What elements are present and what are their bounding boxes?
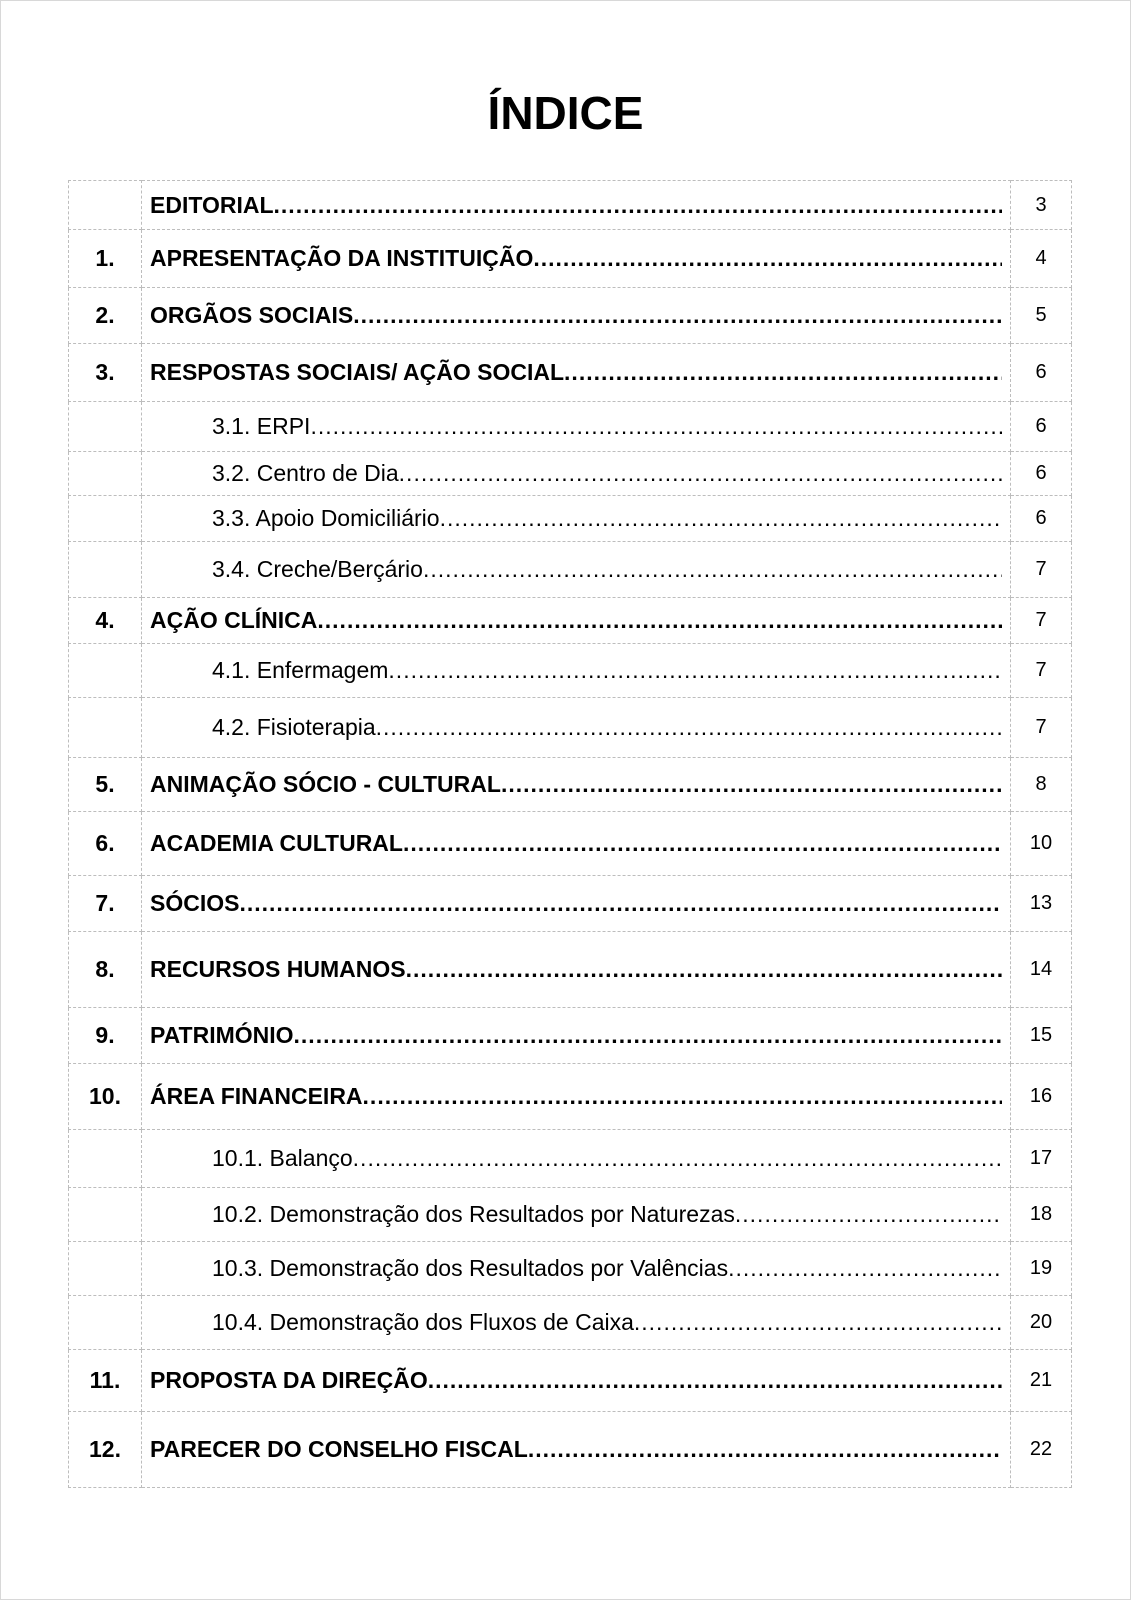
toc-entry-label: ÁREA FINANCEIRA <box>150 1083 363 1109</box>
dot-leader <box>403 830 1002 857</box>
toc-entry <box>212 1201 1002 1228</box>
toc-entry-label: ACADEMIA CULTURAL <box>150 830 403 856</box>
toc-number: 9. <box>69 1008 142 1064</box>
toc-row <box>69 1242 1072 1296</box>
toc-title-cell <box>142 1350 1011 1412</box>
toc-page-number: 6 <box>1011 344 1072 402</box>
toc-page-number: 16 <box>1011 1064 1072 1130</box>
toc-number: 12. <box>69 1412 142 1488</box>
dot-leader <box>294 1022 1002 1049</box>
dot-leader <box>533 245 1002 272</box>
toc-entry-label: ORGÃOS SOCIAIS <box>150 302 354 328</box>
toc-entry-label: 3.3. Apoio Domiciliário <box>212 505 440 531</box>
table-of-contents <box>68 180 1072 1488</box>
dot-leader <box>728 1255 1002 1282</box>
dot-leader <box>239 890 1002 917</box>
toc-entry-label: 3.4. Creche/Berçário <box>212 556 423 582</box>
toc-entry-label: RECURSOS HUMANOS <box>150 956 406 982</box>
toc-entry-label: PARECER DO CONSELHO FISCAL <box>150 1436 528 1462</box>
toc-page-number: 3 <box>1011 181 1072 230</box>
dot-leader <box>735 1201 1002 1228</box>
toc-number <box>69 542 142 598</box>
toc-entry-label: 4.2. Fisioterapia <box>212 714 376 740</box>
toc-page-number: 15 <box>1011 1008 1072 1064</box>
toc-number <box>69 181 142 230</box>
toc-entry <box>150 192 1002 219</box>
toc-page-number: 20 <box>1011 1296 1072 1350</box>
dot-leader <box>353 302 1002 329</box>
toc-entry <box>150 1436 1002 1463</box>
dot-leader <box>310 413 1002 440</box>
toc-title-cell <box>142 698 1011 758</box>
toc-page-number: 18 <box>1011 1188 1072 1242</box>
toc-row <box>69 758 1072 812</box>
toc-row <box>69 452 1072 496</box>
toc-entry <box>212 413 1002 440</box>
toc-body <box>69 181 1072 1488</box>
toc-number: 10. <box>69 1064 142 1130</box>
toc-entry <box>212 505 1002 532</box>
toc-number: 11. <box>69 1350 142 1412</box>
toc-entry <box>212 1255 1002 1282</box>
toc-row <box>69 181 1072 230</box>
toc-number: 3. <box>69 344 142 402</box>
toc-title-cell <box>142 1008 1011 1064</box>
toc-entry <box>150 1022 1002 1049</box>
toc-entry <box>150 771 1002 798</box>
toc-title-cell <box>142 1188 1011 1242</box>
toc-row <box>69 644 1072 698</box>
toc-entry <box>212 1309 1002 1336</box>
toc-number: 7. <box>69 876 142 932</box>
toc-row <box>69 932 1072 1008</box>
toc-title-cell <box>142 288 1011 344</box>
toc-entry <box>150 607 1002 634</box>
toc-entry-label: 3.1. ERPI <box>212 413 311 439</box>
toc-entry <box>150 890 1002 917</box>
toc-number: 2. <box>69 288 142 344</box>
toc-entry-label: EDITORIAL <box>150 191 274 218</box>
toc-number: 5. <box>69 758 142 812</box>
toc-entry <box>212 714 1002 741</box>
toc-page-number: 5 <box>1011 288 1072 344</box>
dot-leader <box>440 505 1002 532</box>
toc-row <box>69 402 1072 452</box>
toc-number <box>69 1188 142 1242</box>
toc-page-number: 4 <box>1011 230 1072 288</box>
toc-title-cell <box>142 1412 1011 1488</box>
dot-leader <box>423 556 1002 583</box>
toc-title-cell <box>142 598 1011 644</box>
toc-page-number: 6 <box>1011 452 1072 496</box>
toc-entry-label: RESPOSTAS SOCIAIS/ AÇÃO SOCIAL <box>150 359 565 385</box>
toc-entry-label: AÇÃO CLÍNICA <box>150 607 318 633</box>
toc-page-number: 13 <box>1011 876 1072 932</box>
toc-title-cell <box>142 876 1011 932</box>
dot-leader <box>564 359 1002 386</box>
toc-number <box>69 698 142 758</box>
toc-entry <box>212 460 1002 487</box>
dot-leader <box>406 956 1002 983</box>
toc-title-cell <box>142 181 1011 230</box>
toc-title-cell <box>142 344 1011 402</box>
toc-row <box>69 1350 1072 1412</box>
toc-title-cell <box>142 452 1011 496</box>
toc-page-number: 7 <box>1011 698 1072 758</box>
toc-page-number: 8 <box>1011 758 1072 812</box>
toc-entry <box>212 1145 1002 1172</box>
toc-title-cell <box>142 644 1011 698</box>
toc-entry-label: 10.1. Balanço <box>212 1145 353 1171</box>
toc-number <box>69 644 142 698</box>
toc-row <box>69 1064 1072 1130</box>
toc-row <box>69 876 1072 932</box>
toc-entry-label: 10.3. Demonstração dos Resultados por Valências <box>212 1255 729 1281</box>
dot-leader <box>376 714 1002 741</box>
toc-number <box>69 496 142 542</box>
toc-title-cell <box>142 402 1011 452</box>
dot-leader <box>399 460 1002 487</box>
toc-row <box>69 288 1072 344</box>
toc-number <box>69 1296 142 1350</box>
toc-page-number: 6 <box>1011 496 1072 542</box>
toc-title-cell <box>142 1064 1011 1130</box>
toc-page-number: 14 <box>1011 932 1072 1008</box>
toc-entry-label: SÓCIOS <box>150 890 240 916</box>
toc-row <box>69 812 1072 876</box>
dot-leader <box>353 1145 1002 1172</box>
dot-leader <box>363 1083 1002 1110</box>
toc-entry <box>150 1083 1002 1110</box>
dot-leader <box>388 657 1002 684</box>
dot-leader <box>274 192 1002 219</box>
toc-row <box>69 1130 1072 1188</box>
toc-row <box>69 1008 1072 1064</box>
toc-page-number: 7 <box>1011 644 1072 698</box>
dot-leader <box>501 771 1002 798</box>
toc-entry-label: 3.2. Centro de Dia <box>212 460 399 486</box>
toc-row <box>69 1188 1072 1242</box>
toc-page-number: 22 <box>1011 1412 1072 1488</box>
toc-number <box>69 1242 142 1296</box>
toc-title-cell <box>142 496 1011 542</box>
toc-page-number: 7 <box>1011 598 1072 644</box>
toc-title-cell <box>142 812 1011 876</box>
toc-number: 6. <box>69 812 142 876</box>
toc-page-number: 10 <box>1011 812 1072 876</box>
toc-title-cell <box>142 230 1011 288</box>
page-title: ÍNDICE <box>487 87 644 139</box>
toc-number <box>69 1130 142 1188</box>
toc-row <box>69 344 1072 402</box>
toc-row <box>69 1412 1072 1488</box>
toc-entry-label: APRESENTAÇÃO DA INSTITUIÇÃO <box>150 245 534 271</box>
dot-leader <box>634 1309 1002 1336</box>
toc-entry <box>212 657 1002 684</box>
toc-title-cell <box>142 758 1011 812</box>
toc-page-number: 19 <box>1011 1242 1072 1296</box>
toc-entry <box>150 1367 1002 1394</box>
toc-entry <box>150 830 1002 857</box>
toc-entry-label: PATRIMÓNIO <box>150 1022 294 1048</box>
toc-title-cell <box>142 932 1011 1008</box>
toc-title-cell <box>142 1242 1011 1296</box>
toc-number <box>69 402 142 452</box>
toc-row <box>69 496 1072 542</box>
toc-number: 4. <box>69 598 142 644</box>
dot-leader <box>428 1367 1002 1394</box>
toc-entry <box>150 245 1002 272</box>
toc-entry-label: 10.2. Demonstração dos Resultados por Naturezas <box>212 1201 735 1227</box>
toc-page-number: 7 <box>1011 542 1072 598</box>
toc-number <box>69 452 142 496</box>
toc-entry-label: 4.1. Enfermagem <box>212 657 389 683</box>
toc-number: 8. <box>69 932 142 1008</box>
toc-entry-label: ANIMAÇÃO SÓCIO - CULTURAL <box>150 771 501 797</box>
toc-title-cell <box>142 542 1011 598</box>
toc-number: 1. <box>69 230 142 288</box>
toc-row <box>69 1296 1072 1350</box>
toc-entry-label: PROPOSTA DA DIREÇÃO <box>150 1367 428 1393</box>
toc-page-number: 6 <box>1011 402 1072 452</box>
toc-row <box>69 698 1072 758</box>
toc-page-number: 17 <box>1011 1130 1072 1188</box>
toc-row <box>69 598 1072 644</box>
toc-entry <box>212 556 1002 583</box>
toc-title-cell <box>142 1296 1011 1350</box>
dot-leader <box>528 1436 1002 1463</box>
toc-entry-label: 10.4. Demonstração dos Fluxos de Caixa <box>212 1309 634 1335</box>
toc-entry <box>150 302 1002 329</box>
dot-leader <box>317 607 1002 634</box>
toc-page-number: 21 <box>1011 1350 1072 1412</box>
toc-row <box>69 542 1072 598</box>
toc-entry <box>150 359 1002 386</box>
toc-row <box>69 230 1072 288</box>
toc-entry <box>150 956 1002 983</box>
toc-title-cell <box>142 1130 1011 1188</box>
